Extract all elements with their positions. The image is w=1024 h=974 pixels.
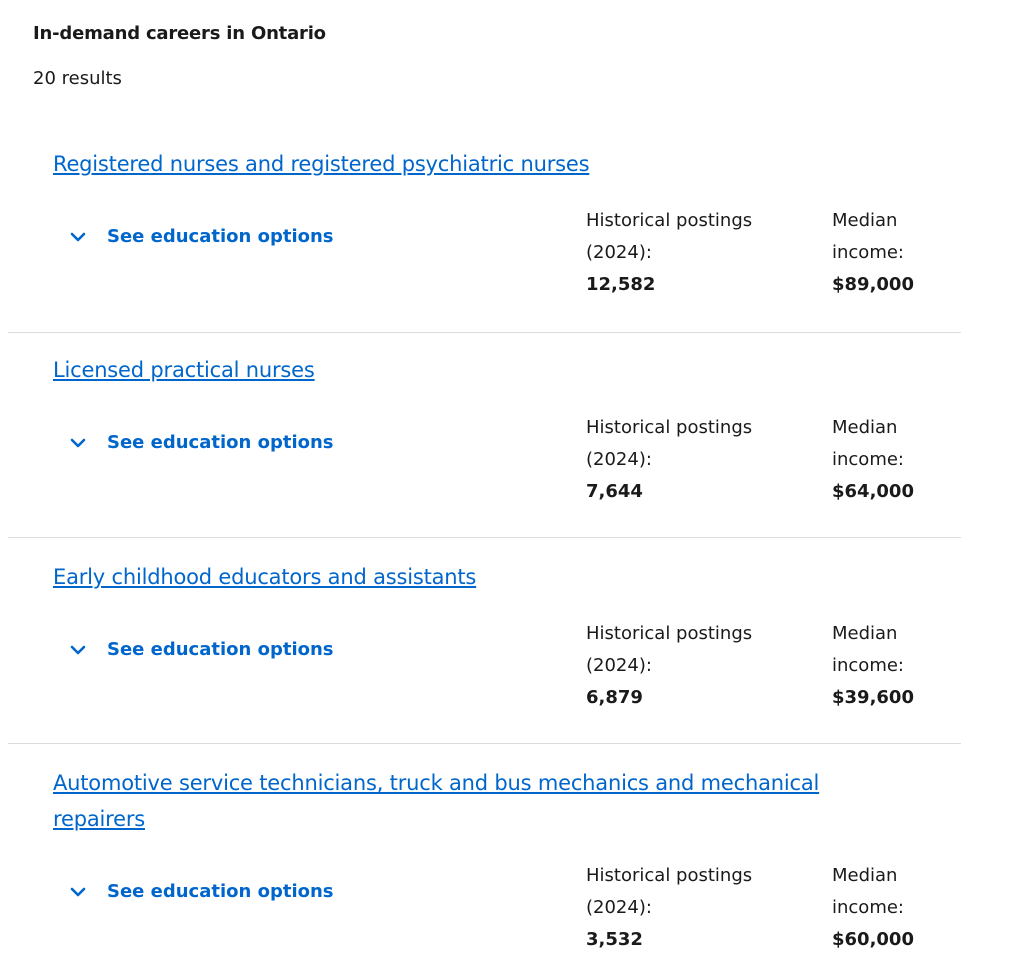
income-label-2: income: xyxy=(832,897,904,918)
median-income xyxy=(832,860,942,956)
career-title-link[interactable]: Registered nurses and registered psychiatric nurses xyxy=(53,152,590,176)
historical-postings xyxy=(586,618,786,714)
income-label: Median xyxy=(832,865,898,886)
income-label: Median xyxy=(832,417,898,438)
median-income xyxy=(832,618,942,714)
median-income xyxy=(832,412,942,508)
postings-year: (2024): xyxy=(586,242,652,263)
see-education-options-toggle[interactable] xyxy=(68,639,334,660)
career-title-link[interactable]: Early childhood educators and assistants xyxy=(53,565,477,589)
postings-label: Historical postings xyxy=(586,623,753,644)
career-card xyxy=(8,333,961,538)
income-value: $39,600 xyxy=(832,687,914,708)
postings-year: (2024): xyxy=(586,897,652,918)
postings-label: Historical postings xyxy=(586,417,753,438)
see-education-options-toggle[interactable] xyxy=(68,226,334,247)
postings-value: 3,532 xyxy=(586,929,643,950)
career-card xyxy=(8,744,961,974)
income-value: $60,000 xyxy=(832,929,914,950)
chevron-down-icon xyxy=(68,433,88,453)
career-title-link[interactable]: Licensed practical nurses xyxy=(53,358,315,382)
income-label: Median xyxy=(832,210,898,231)
postings-label: Historical postings xyxy=(586,865,753,886)
see-education-options-label: See education options xyxy=(107,639,334,660)
income-label: Median xyxy=(832,623,898,644)
see-education-options-toggle[interactable] xyxy=(68,881,334,902)
historical-postings xyxy=(586,860,786,956)
chevron-down-icon xyxy=(68,882,88,902)
income-label-2: income: xyxy=(832,655,904,676)
postings-year: (2024): xyxy=(586,655,652,676)
income-value: $89,000 xyxy=(832,274,914,295)
page-title: In-demand careers in Ontario xyxy=(33,23,326,44)
postings-label: Historical postings xyxy=(586,210,753,231)
see-education-options-label: See education options xyxy=(107,432,334,453)
career-title-link[interactable]: Automotive service technicians, truck and bus mechanics and mechanical repairers xyxy=(53,771,820,831)
income-label-2: income: xyxy=(832,242,904,263)
historical-postings xyxy=(586,205,786,301)
income-value: $64,000 xyxy=(832,481,914,502)
historical-postings xyxy=(586,412,786,508)
postings-value: 12,582 xyxy=(586,274,656,295)
results-count: 20 results xyxy=(33,68,122,89)
see-education-options-label: See education options xyxy=(107,226,334,247)
see-education-options-toggle[interactable] xyxy=(68,432,334,453)
postings-value: 6,879 xyxy=(586,687,643,708)
income-label-2: income: xyxy=(832,449,904,470)
postings-value: 7,644 xyxy=(586,481,643,502)
postings-year: (2024): xyxy=(586,449,652,470)
chevron-down-icon xyxy=(68,640,88,660)
median-income xyxy=(832,205,942,301)
career-card xyxy=(8,130,961,333)
see-education-options-label: See education options xyxy=(107,881,334,902)
career-card xyxy=(8,538,961,744)
chevron-down-icon xyxy=(68,227,88,247)
